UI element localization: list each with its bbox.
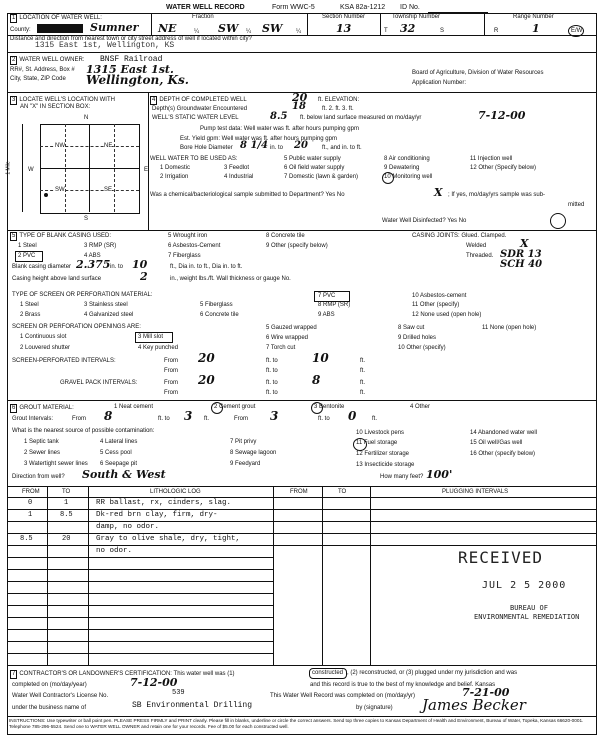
gravel-to-label: ft. to xyxy=(266,380,278,386)
owner-value: BNSF Railroad xyxy=(100,55,163,64)
bore-to-label: in. to xyxy=(270,145,284,151)
row-from: 0 xyxy=(28,499,33,507)
license-label: Water Well Contractor's License No. xyxy=(12,693,109,699)
application-label: Application Number: xyxy=(412,80,467,86)
form-number: Form WWC-5 xyxy=(272,4,315,11)
row-from: 8.5 xyxy=(20,535,33,543)
cert-line-2b: and this record is true to the best of my knowledge and belief. Kansas xyxy=(310,682,496,688)
east-label: E xyxy=(144,167,149,173)
row-to: 20 xyxy=(62,535,71,543)
perf-from-label-2: From xyxy=(164,368,178,374)
perf-ft: ft. xyxy=(360,358,366,364)
township-s: S xyxy=(440,28,445,34)
log-header-from-2: FROM xyxy=(290,489,308,495)
groundwater-rest: ft. 2. ft. 3. ft. xyxy=(322,106,354,112)
direction-label: Direction from well? xyxy=(12,474,65,480)
log-header-to: TO xyxy=(62,489,71,495)
quarter-mark: ¼ xyxy=(296,29,302,35)
depth-value: 20 xyxy=(292,91,308,104)
welded-label: Welded xyxy=(466,243,487,249)
range-value: 1 xyxy=(532,22,540,35)
groundwater-value: 18 xyxy=(292,101,306,112)
gravel-to-label-2: ft. to xyxy=(266,390,278,396)
disinfected-no-circle xyxy=(550,213,566,229)
contam-fuel: 11 Fuel storage xyxy=(356,440,398,446)
township-value: 32 xyxy=(400,22,416,35)
perf-to-value: 10 xyxy=(312,351,329,365)
row-text: no odor. xyxy=(96,547,133,555)
contam-lateral: 4 Lateral lines xyxy=(100,439,138,445)
blank-to-value: 10 xyxy=(132,258,148,271)
g2-to-label: ft. to xyxy=(318,416,330,422)
board-label: Board of Agriculture, Division of Water Resources xyxy=(412,70,544,76)
log-header-lith: LITHOLOGIC LOG xyxy=(150,489,201,495)
blank-diam-value: 2.375 xyxy=(76,258,111,271)
city-label: City, State, ZIP Code xyxy=(10,76,66,82)
contam-other: 16 Other (specify below) xyxy=(470,451,536,457)
opening-wire: 6 Wire wrapped xyxy=(266,335,309,341)
casing-concrete: 8 Concrete tile xyxy=(266,233,305,239)
stamp-date: JUL 2 5 2000 xyxy=(482,580,567,591)
locate-label: LOCATE WELL'S LOCATION WITH xyxy=(19,97,115,103)
joints-label: CASING JOINTS: Glued. Clamped. xyxy=(412,233,507,239)
screen-galvanized: 4 Galvanized steel xyxy=(84,312,134,318)
range-r: R xyxy=(494,28,499,34)
contam-sewer: 2 Sewer lines xyxy=(24,450,61,456)
opening-mill: 3 Mill slot xyxy=(138,334,164,340)
row-to: 8.5 xyxy=(60,511,73,519)
screen-none: 12 None used (open hole) xyxy=(412,312,482,318)
chem-mark: X xyxy=(434,186,443,199)
contam-label: What is the nearest source of possible contamination: xyxy=(12,428,155,434)
use-domestic: 1 Domestic xyxy=(160,165,191,171)
west-label: W xyxy=(28,167,34,173)
ksa-ref: KSA 82a-1212 xyxy=(340,4,386,11)
license-value: 539 xyxy=(172,689,185,697)
perf-to-label: ft. to xyxy=(266,358,278,364)
contam-livestock: 10 Livestock pens xyxy=(356,430,405,436)
blank-in-to: in. to xyxy=(110,264,124,270)
bentonite-circle xyxy=(311,402,323,414)
contam-cess: 5 Cess pool xyxy=(100,450,132,456)
gravel-label: GRAVEL PACK INTERVALS: xyxy=(60,380,138,386)
grout-label: GROUT MATERIAL: xyxy=(19,405,74,411)
static-level-label: WELL'S STATIC WATER LEVEL xyxy=(152,115,239,121)
section-value: 13 xyxy=(336,22,352,35)
pump-test-line: Pump test data: Well water was ft. after hours pumping gpm xyxy=(200,126,359,132)
fraction-label: Fraction xyxy=(192,14,214,20)
se-label: SE xyxy=(104,187,113,193)
ne-label: NE xyxy=(104,143,113,149)
cert-line-1: CONTRACTOR'S OR LANDOWNER'S CERTIFICATION: This water well was (1) xyxy=(19,671,235,677)
screen-abs: 9 ABS xyxy=(318,312,335,318)
contam-insecticide: 13 Insecticide storage xyxy=(356,462,415,468)
distance-label: Distance and direction from nearest town or city street address of well if located within city? xyxy=(10,36,252,42)
section-grid xyxy=(40,124,140,214)
g1-to: 3 xyxy=(184,409,193,423)
use-dewatering: 9 Dewatering xyxy=(384,165,420,171)
disinfected-line: Water Well Disinfected? Yes No xyxy=(382,218,467,224)
bore-rest: ft., and in. to ft. xyxy=(322,145,362,151)
opening-louvered: 2 Louvered shutter xyxy=(20,345,71,351)
perf-from-value: 20 xyxy=(198,351,215,365)
id-label: ID No. xyxy=(400,4,420,11)
casing-fiberglass: 7 Fiberglass xyxy=(168,253,201,259)
log-header-from: FROM xyxy=(22,489,40,495)
mile-label: 1 Mile xyxy=(5,161,12,175)
township-t: T xyxy=(384,28,388,34)
g2-to: 0 xyxy=(348,409,357,423)
screen-label: TYPE OF SCREEN OR PERFORATION MATERIAL: xyxy=(12,292,153,298)
screen-steel: 1 Steel xyxy=(20,302,39,308)
casing-rmp: 3 RMP (SR) xyxy=(84,243,117,249)
bore-to-value: 20 xyxy=(294,140,308,151)
casing-pvc: 2 PVC xyxy=(18,253,36,259)
cert-line-1b: , (2) reconstructed, or (3) plugged under my jurisdiction and was xyxy=(347,670,518,676)
perf-label: SCREEN-PERFORATED INTERVALS: xyxy=(12,358,116,364)
static-level-date: 7-12-00 xyxy=(478,109,526,122)
screen-pvc: 7 PVC xyxy=(318,293,336,299)
opening-continuous: 1 Continuous slot xyxy=(20,334,67,340)
stamp-bureau: BUREAU OF xyxy=(510,604,548,612)
use-lawn: 7 Domestic (lawn & garden) xyxy=(284,174,359,180)
casing-abs: 4 ABS xyxy=(84,253,101,259)
nw-label: NW xyxy=(55,143,65,149)
contam-lagoon: 8 Sewage lagoon xyxy=(230,450,277,456)
signature-value: James Becker xyxy=(422,696,526,714)
quarter-mark: ¼ xyxy=(246,29,252,35)
contam-fertilizer: 12 Fertilizer storage xyxy=(356,451,410,457)
pvc-box xyxy=(15,251,43,262)
gravel-from-label: From xyxy=(164,380,178,386)
casing-other: 9 Other (specify below) xyxy=(266,243,328,249)
perf-ft-2: ft. xyxy=(360,368,366,374)
completed-value: 7-12-00 xyxy=(130,676,178,689)
chem-mitted: mitted xyxy=(568,202,585,208)
location-label: LOCATION OF WATER WELL: xyxy=(19,15,102,21)
cert-constructed: constructed xyxy=(312,670,344,676)
use-label: WELL WATER TO BE USED AS: xyxy=(150,156,238,162)
contam-feedyard: 9 Feedyard xyxy=(230,461,261,467)
opening-torch: 7 Torch cut xyxy=(266,345,296,351)
height-rest: in., weight lbs./ft. Wall thickness or gauge No. xyxy=(170,276,291,282)
township-label: Township Number xyxy=(392,14,441,20)
sw-label: SW xyxy=(55,187,65,193)
depth-label: DEPTH OF COMPLETED WELL xyxy=(159,97,247,103)
south-label: S xyxy=(84,216,89,222)
row-to: 1 xyxy=(64,499,69,507)
g2-from-label: From xyxy=(234,416,248,422)
gravel-from-value: 20 xyxy=(198,373,215,387)
mill-slot-box xyxy=(135,332,173,343)
casing-steel: 1 Steel xyxy=(18,243,37,249)
casing-asbestos: 6 Asbestos-Cement xyxy=(168,243,221,249)
g2-from: 3 xyxy=(270,409,279,423)
perf-from-label: From xyxy=(164,358,178,364)
casing-wrought: 5 Wrought iron xyxy=(168,233,208,239)
business-label: under the business name of xyxy=(12,705,87,711)
opening-gauzed: 5 Gauzed wrapped xyxy=(266,325,317,331)
gravel-ft-2: ft. xyxy=(360,390,366,396)
contam-privy: 7 Pit privy xyxy=(230,439,257,445)
gravel-ft: ft. xyxy=(360,380,366,386)
opening-other: 10 Other (specify) xyxy=(398,345,446,351)
row-text: RR ballast, rx, cinders, slag. xyxy=(96,499,232,507)
signature-label: by (signature) xyxy=(356,705,393,711)
grout-bentonite: 3 Bentonite xyxy=(314,404,345,410)
redaction-bar xyxy=(37,24,83,33)
bore-value: 8 1/4 xyxy=(240,140,269,151)
range-ew: E/W xyxy=(571,28,583,34)
sch-value: SCH 40 xyxy=(500,259,543,270)
county-value: Sumner xyxy=(90,21,139,34)
use-aircon: 8 Air conditioning xyxy=(384,156,430,162)
screen-stainless: 3 Stainless steel xyxy=(84,302,128,308)
stamp-received: RECEIVED xyxy=(458,548,544,567)
elevation-label: ft. ELEVATION: xyxy=(318,97,360,103)
screen-concrete: 6 Concrete tile xyxy=(200,312,239,318)
blank-rest: ft., Dia in. to ft., Dia in. to ft. xyxy=(170,264,243,270)
groundwater-label: Depth(s) Groundwater Encountered xyxy=(152,106,248,112)
g1-from-label: From xyxy=(72,416,86,422)
contam-oilwell: 15 Oil well/Gas well xyxy=(470,440,523,446)
grout-neat: 1 Neat cement xyxy=(114,404,154,410)
use-public: 5 Public water supply xyxy=(284,156,341,162)
use-irrigation: 2 Irrigation xyxy=(160,174,189,180)
chem-rest: ; If yes, mo/day/yrs sample was sub- xyxy=(448,192,546,198)
north-label: N xyxy=(84,115,89,121)
yield-line: Est. Yield gpm: Well water was ft. after hours pumping gpm xyxy=(180,136,337,142)
welded-mark: X xyxy=(520,237,529,250)
county-label: County: xyxy=(10,27,31,33)
locate-label-2: AN "X" IN SECTION BOX: xyxy=(20,104,91,110)
use-oilfield: 6 Oil field water supply xyxy=(284,165,345,171)
row-text: damp, no odor. xyxy=(96,523,160,531)
howmany-label: How many feet? xyxy=(380,474,424,480)
monitoring-circle xyxy=(382,172,394,184)
city-value: Wellington, Ks. xyxy=(86,73,189,87)
address-label: RR#, St. Address, Box # xyxy=(10,67,75,73)
contam-septic: 1 Septic tank xyxy=(24,439,59,445)
height-value: 2 xyxy=(140,270,148,283)
row-text: Dk-red brn clay, firm, dry- xyxy=(96,511,218,519)
log-header-to-2: TO xyxy=(338,489,347,495)
gravel-to-value: 8 xyxy=(312,373,321,387)
fraction-1: NE xyxy=(158,22,177,35)
perf-to-label-2: ft. to xyxy=(266,368,278,374)
opening-key: 4 Key punched xyxy=(138,345,179,351)
use-injection: 11 Injection well xyxy=(470,156,513,162)
g2-ft: ft. xyxy=(372,416,378,422)
casing-label: TYPE OF BLANK CASING USED: xyxy=(19,233,112,239)
stamp-bureau-2: ENVIRONMENTAL REMEDIATION xyxy=(474,613,580,621)
row-text: Gray to olive shale, dry, tight, xyxy=(96,535,241,543)
fraction-3: SW xyxy=(262,22,283,35)
screen-rmp: 8 RMP (SR) xyxy=(318,302,351,308)
grout-cement: 2 Cement grout xyxy=(214,404,256,410)
well-location-mark xyxy=(44,193,48,197)
quarter-mark: ¼ xyxy=(194,29,200,35)
address-value: 1315 East 1st. xyxy=(86,63,174,76)
use-other: 12 Other (Specify below) xyxy=(470,165,537,171)
business-value: SB Environmental Drilling xyxy=(132,701,253,710)
record-date-value: 7-21-00 xyxy=(462,686,510,699)
log-header-plugging: PLUGGING INTERVALS xyxy=(442,489,509,495)
form-title: WATER WELL RECORD xyxy=(166,4,245,11)
g1-to-label: ft. to xyxy=(158,416,170,422)
cement-circle xyxy=(211,402,223,414)
howmany-value: 100' xyxy=(426,468,453,481)
screen-other: 11 Other (specify) xyxy=(412,302,460,308)
screen-fiberglass: 5 Fiberglass xyxy=(200,302,233,308)
contam-abandoned: 14 Abandoned water well xyxy=(470,430,538,436)
threaded-label: Threaded. xyxy=(466,253,494,259)
contam-seepage: 6 Seepage pit xyxy=(100,461,138,467)
record-completed-label: This Water Well Record was completed on (mo/day/yr) xyxy=(270,693,416,699)
use-industrial: 4 Industrial xyxy=(224,174,254,180)
opening-drilled: 9 Drilled holes xyxy=(398,335,437,341)
chem-line: Was a chemical/bacteriological sample submitted to Department? Yes No xyxy=(150,192,345,198)
static-level-rest: ft. below land surface measured on mo/day/yr xyxy=(300,115,422,121)
fraction-2: SW xyxy=(218,22,239,35)
grout-other: 4 Other xyxy=(410,404,431,410)
bore-label: Bore Hole Diameter xyxy=(180,145,233,151)
direction-value: South & West xyxy=(82,468,166,481)
completed-label: completed on (mo/day/year) xyxy=(12,682,87,688)
range-label: Range Number xyxy=(513,14,554,20)
sdr-value: SDR 13 xyxy=(500,249,542,260)
grout-intervals-label: Grout Intervals: xyxy=(12,416,54,422)
row-from: 1 xyxy=(28,511,33,519)
g1-ft: ft. xyxy=(204,416,210,422)
height-label: Casing height above land surface xyxy=(12,276,102,282)
contam-watertight: 3 Watertight sewer lines xyxy=(24,461,88,467)
instructions-text: INSTRUCTIONS: Use typewriter or ball point pen. PLEASE PRESS FIRMLY and PRINT clearly. Please fill in blanks, underline or circle the correct answers. Send top three copies to Kansas Department of Health and Environment, Bureau of Water, Topeka, Kansas 66620-0001. Telephone 785-296-5524. Send one to WATER WELL OWNER and retain one for your records. Fee of $5.00 for each constructed well. xyxy=(9,718,584,729)
use-feedlot: 3 Feedlot xyxy=(224,165,250,171)
owner-label: WATER WELL OWNER: xyxy=(19,57,85,63)
openings-label: SCREEN OR PERFORATION OPENINGS ARE: xyxy=(12,324,141,330)
gravel-from-label-2: From xyxy=(164,390,178,396)
g1-from: 8 xyxy=(104,409,113,423)
distance-value: 1315 East 1st, Wellington, KS xyxy=(35,41,175,50)
screen-brass: 2 Brass xyxy=(20,312,41,318)
use-monitoring: 10 Monitoring well xyxy=(384,174,433,180)
section-label: Section Number xyxy=(322,14,366,20)
fuel-circle xyxy=(353,438,367,451)
blank-diam-label: Blank casing diameter xyxy=(12,264,72,270)
opening-saw: 8 Saw cut xyxy=(398,325,425,331)
constructed-box xyxy=(309,668,347,679)
screen-pvc-box xyxy=(314,291,350,302)
opening-none: 11 None (open hole) xyxy=(482,325,537,331)
screen-asbestos: 10 Asbestos-cement xyxy=(412,293,467,299)
static-level-value: 8.5 xyxy=(270,111,288,122)
